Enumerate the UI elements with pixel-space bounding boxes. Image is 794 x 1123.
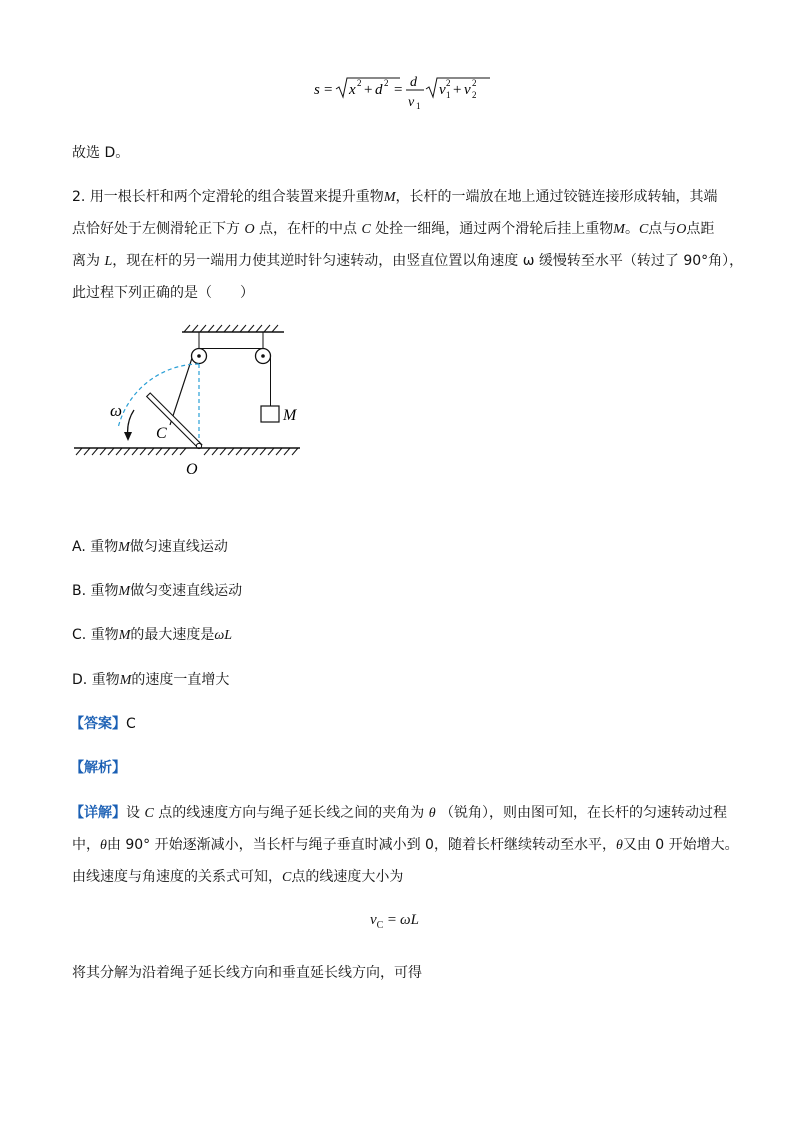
formula-top-svg xyxy=(312,72,512,112)
detail-line-2: 中，θ由 90° 开始逐渐减小，当长杆与绳子垂直时减小到 0，随着长杆继续转动至水平，θ又由 0 开始增大。 xyxy=(72,837,739,853)
svg-text:v: v xyxy=(439,82,446,98)
option-D: D. 重物M的速度一直增大 xyxy=(72,672,230,688)
formula-vc: $v_C = \omega L$ xyxy=(370,912,419,931)
answer-label: 【答案】 xyxy=(70,716,126,732)
svg-text:=: = xyxy=(324,82,333,98)
question-line-3: 离为 L，现在杆的另一端用力使其逆时针匀速转动，由竖直位置以角速度 ω 缓慢转至水平（转过了 90°角）， xyxy=(72,253,744,269)
detail-line-1: 【详解】设 C 点的线速度方向与绳子延长线之间的夹角为 θ （锐角），则由图可知，在长杆的匀速转动过程 xyxy=(70,805,728,821)
detail-line-3: 由线速度与角速度的关系式可知，C点的线速度大小为 xyxy=(72,869,404,885)
svg-text:v: v xyxy=(464,82,471,98)
svg-text:2: 2 xyxy=(357,78,362,88)
pulley-figure xyxy=(72,322,312,482)
question-line-2: 点恰好处于左侧滑轮正下方 O 点，在杆的中点 C 处拴一细绳，通过两个滑轮后挂上重物M。C点与O点距 xyxy=(72,221,715,237)
svg-text:d: d xyxy=(375,82,383,98)
question-line-1: 2. 用一根长杆和两个定滑轮的组合装置来提升重物M，长杆的一端放在地上通过铰链连接形成转轴，其端 xyxy=(72,189,718,205)
pulley-diagram xyxy=(72,322,312,482)
svg-text:v: v xyxy=(408,95,415,110)
svg-text:=: = xyxy=(394,82,403,98)
svg-text:2: 2 xyxy=(472,78,477,88)
question-line-4: 此过程下列正确的是（ ） xyxy=(72,285,254,301)
svg-text:2: 2 xyxy=(472,90,477,100)
svg-text:2: 2 xyxy=(446,78,451,88)
svg-text:1: 1 xyxy=(446,90,451,100)
long-rod xyxy=(147,393,202,448)
svg-text:2: 2 xyxy=(384,78,389,88)
answer-line xyxy=(70,714,136,734)
previous-conclusion: 故选 D。 xyxy=(72,145,130,161)
svg-text:1: 1 xyxy=(416,101,421,111)
svg-text:+: + xyxy=(364,82,373,98)
option-A: A. 重物M做匀速直线运动 xyxy=(72,539,228,555)
svg-text:+: + xyxy=(453,82,462,98)
formula-top xyxy=(312,72,512,112)
label-M: M xyxy=(283,407,297,424)
answer-value: C xyxy=(126,716,136,732)
label-omega: ω xyxy=(110,401,123,420)
final-line: 将其分解为沿着绳子延长线方向和垂直延长线方向，可得 xyxy=(72,965,422,981)
label-C: C xyxy=(156,425,167,442)
label-O: O xyxy=(186,461,198,478)
formula-lhs: s xyxy=(314,82,320,98)
analysis-label: 【解析】 xyxy=(70,760,126,776)
option-B: B. 重物M做匀变速直线运动 xyxy=(72,583,243,599)
mass-M xyxy=(261,406,279,422)
svg-text:x: x xyxy=(349,82,356,98)
svg-text:d: d xyxy=(410,75,417,90)
option-C: C. 重物M的最大速度是ωL xyxy=(72,627,233,643)
